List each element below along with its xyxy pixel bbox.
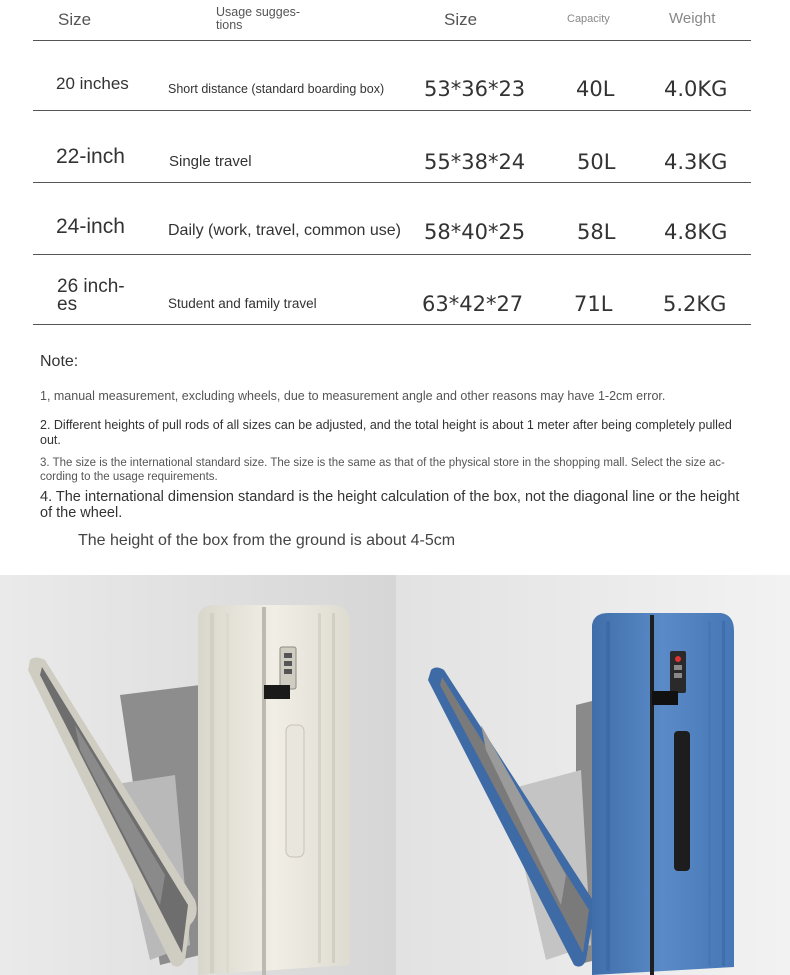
row-weight: 4.0KG (664, 77, 728, 101)
row-usage: Short distance (standard boarding box) (168, 82, 385, 96)
row-size-line2: es (57, 294, 78, 315)
header-usage-line1: Usage sugges- (216, 5, 301, 19)
row-divider (33, 324, 751, 325)
row-divider (33, 182, 751, 183)
row-usage: Daily (work, travel, common use) (168, 222, 401, 239)
note-2 (40, 418, 775, 448)
row-dimensions: 55*38*24 (424, 150, 526, 174)
note-3-line1: 3. The size is the international standard size. The size is the same as that of the physical store in the shopping mall. Select the size ac- (40, 457, 725, 469)
row-size: 22-inch (56, 145, 125, 168)
note-5: The height of the box from the ground is about 4-5cm (78, 532, 456, 549)
note-3-line2: cording to the usage requirements. (40, 471, 218, 483)
header-dimensions: Size (444, 10, 478, 29)
note-4-line2: of the wheel. (40, 505, 123, 521)
row-capacity: 71L (574, 292, 613, 316)
note-4 (40, 489, 739, 521)
row-weight: 5.2KG (663, 292, 727, 316)
header-usage (216, 6, 300, 32)
note-1: 1, manual measurement, excluding wheels, due to measurement angle and other reasons may have 1-2cm error. (40, 389, 666, 403)
row-dimensions: 53*36*23 (424, 77, 526, 101)
header-usage-line2: tions (216, 18, 243, 32)
note-3 (40, 456, 725, 484)
row-divider (33, 110, 751, 111)
row-dimensions: 58*40*25 (424, 220, 526, 244)
header-capacity: Capacity (567, 13, 610, 25)
row-capacity: 58L (577, 220, 616, 244)
header-size: Size (58, 10, 92, 29)
note-title: Note: (40, 353, 79, 370)
row-capacity: 40L (576, 77, 615, 101)
blue-suitcase-photo (396, 575, 790, 975)
header-divider (33, 40, 751, 41)
blue-suitcase-illustration (396, 575, 790, 975)
row-usage: Single travel (169, 153, 252, 170)
header-weight: Weight (669, 10, 716, 27)
row-usage: Student and family travel (168, 296, 317, 311)
row-size: 24-inch (56, 215, 125, 238)
row-size (57, 278, 125, 314)
row-dimensions: 63*42*27 (422, 292, 524, 316)
note-4-line1: 4. The international dimension standard is the height calculation of the box, not the diagonal line or the height (40, 489, 740, 505)
row-weight: 4.8KG (664, 220, 728, 244)
row-weight: 4.3KG (664, 150, 728, 174)
row-size-line1: 26 inch- (57, 276, 125, 297)
row-divider (33, 254, 751, 255)
cream-suitcase-illustration (0, 575, 396, 975)
note-2-line2: out. (40, 433, 61, 447)
cream-suitcase-photo (0, 575, 396, 975)
note-2-line1: 2. Different heights of pull rods of all sizes can be adjusted, and the total height is about 1 meter after being completely pulled (40, 418, 732, 432)
row-size: 20 inches (56, 74, 129, 93)
row-capacity: 50L (577, 150, 616, 174)
